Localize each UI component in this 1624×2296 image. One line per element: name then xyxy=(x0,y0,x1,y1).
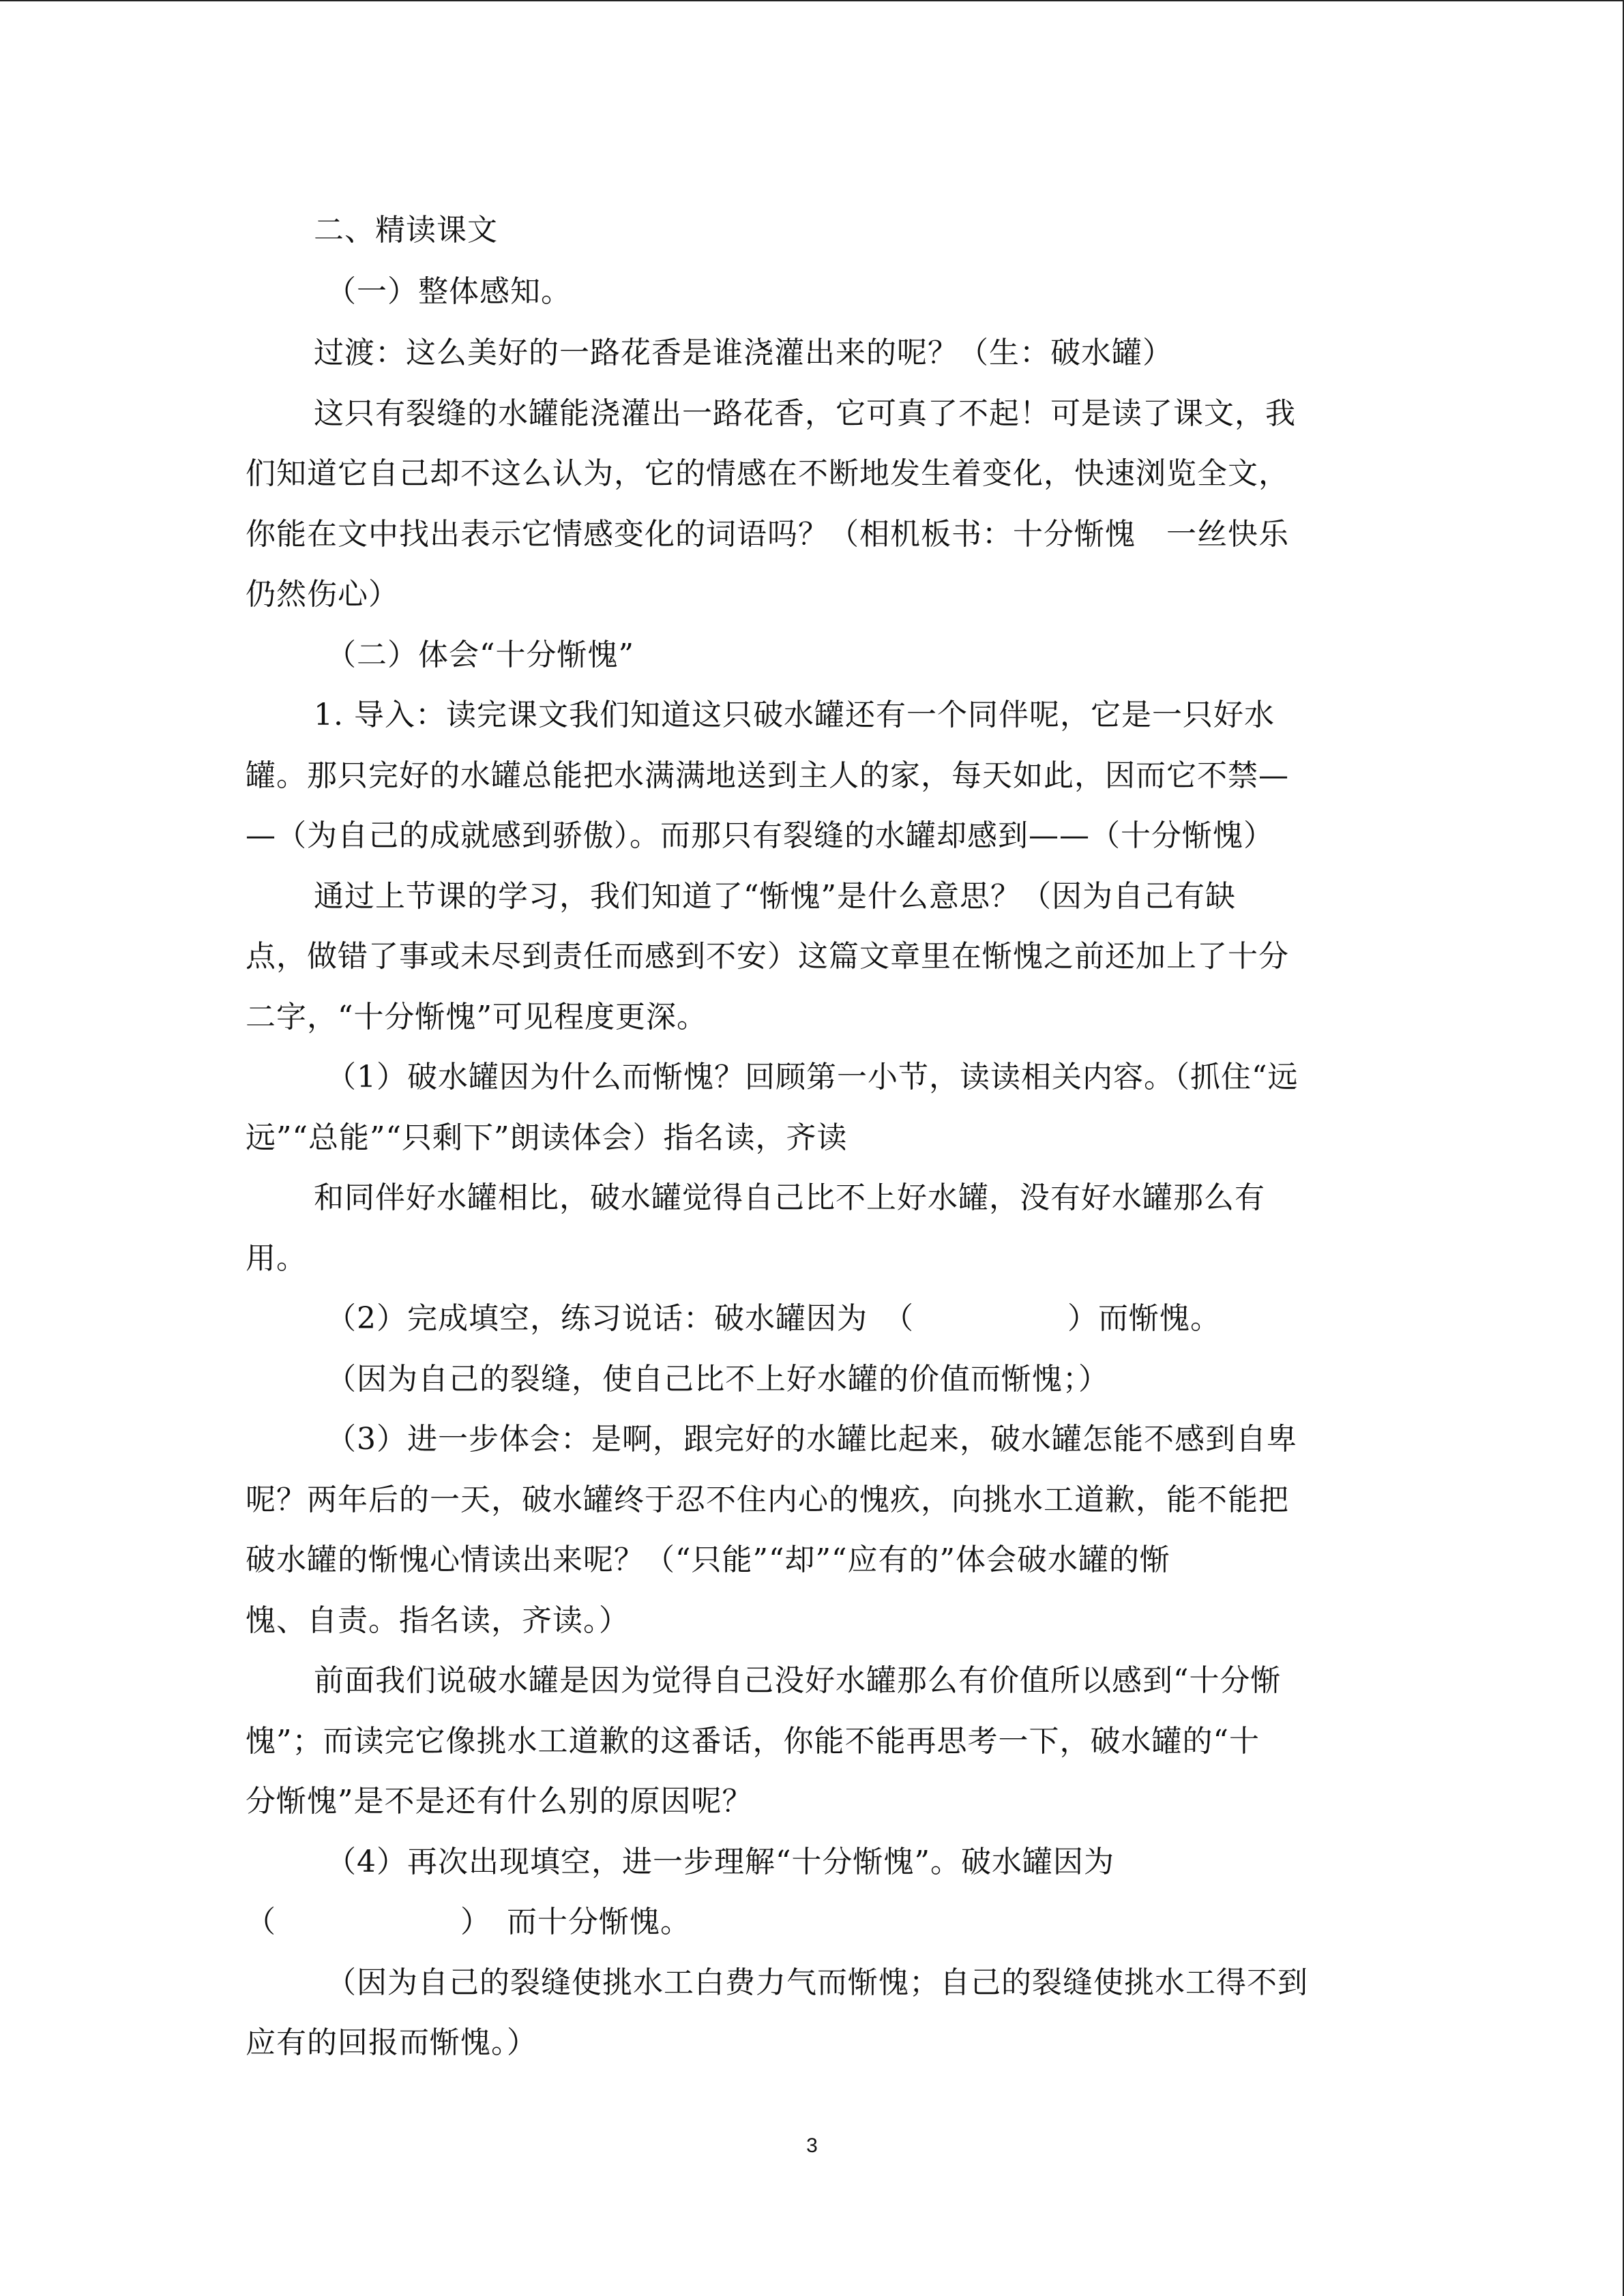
paragraph-line: 愧”；而读完它像挑水工道歉的这番话，你能不能再思考一下，破水罐的“十 xyxy=(246,1724,1260,1759)
paragraph-line: 愧、自责。指名读，齐读。） xyxy=(246,1603,630,1638)
paragraph-line: （1）破水罐因为什么而惭愧？回顾第一小节，读读相关内容。（抓住“远 xyxy=(326,1060,1299,1094)
paragraph-line: 罐。那只完好的水罐总能把水满满地送到主人的家，每天如此，因而它不禁— xyxy=(246,758,1289,793)
paragraph-line: 二字，“十分惭愧”可见程度更深。 xyxy=(246,1000,707,1034)
paragraph-line: 前面我们说破水罐是因为觉得自己没好水罐那么有价值所以感到“十分惭 xyxy=(314,1663,1282,1698)
paragraph-line: （3）进一步体会：是啊，跟完好的水罐比起来，破水罐怎能不感到自卑 xyxy=(326,1422,1297,1457)
page-number: 3 xyxy=(806,2134,818,2157)
paragraph-line: 你能在文中找出表示它情感变化的词语吗？（相机板书：十分惭愧 一丝快乐 xyxy=(246,517,1289,552)
paragraph-line: 破水罐的惭愧心情读出来呢？（“只能”“却”“应有的”体会破水罐的惭 xyxy=(246,1542,1170,1577)
subsection-heading: （一）整体感知。 xyxy=(326,274,572,309)
paragraph-line: 分惭愧”是不是还有什么别的原因呢？ xyxy=(246,1784,753,1819)
paragraph-line: 仍然伤心） xyxy=(246,577,399,612)
paragraph-line: 通过上节课的学习，我们知道了“惭愧”是什么意思？（因为自己有缺 xyxy=(314,879,1236,914)
paragraph-line: 1. 导入：读完课文我们知道这只破水罐还有一个同伴呢，它是一只好水 xyxy=(314,698,1275,732)
paragraph-line: —（为自己的成就感到骄傲）。而那只有裂缝的水罐却感到——（十分惭愧） xyxy=(246,818,1274,853)
paragraph-line: （4）再次出现填空，进一步理解“十分惭愧”。破水罐因为 xyxy=(326,1845,1114,1879)
paragraph-line: 用。 xyxy=(246,1241,307,1276)
paragraph-line: 和同伴好水罐相比，破水罐觉得自己比不上好水罐，没有好水罐那么有 xyxy=(314,1180,1265,1215)
fill-in-blank-line: （2）完成填空，练习说话：破水罐因为 （ ）而惭愧。 xyxy=(326,1301,1221,1336)
subsection-heading: （二）体会“十分惭愧” xyxy=(326,638,634,672)
paragraph-line: 点，做错了事或未尽到责任而感到不安）这篇文章里在惭愧之前还加上了十分 xyxy=(246,939,1289,974)
fill-in-blank-line: （ ） 而十分惭愧。 xyxy=(246,1905,691,1939)
paragraph-line: 过渡：这么美好的一路花香是谁浇灌出来的呢？（生：破水罐） xyxy=(314,336,1173,370)
paragraph-line: 们知道它自己却不这么认为，它的情感在不断地发生着变化，快速浏览全文， xyxy=(246,456,1289,491)
paragraph-line: 这只有裂缝的水罐能浇灌出一路花香，它可真了不起！可是读了课文，我 xyxy=(314,396,1296,431)
section-heading: 二、精读课文 xyxy=(314,213,498,248)
paragraph-line: （因为自己的裂缝使挑水工白费力气而惭愧；自己的裂缝使挑水工得不到 xyxy=(326,1965,1308,2000)
paragraph-line: 呢？两年后的一天，破水罐终于忍不住内心的愧疚，向挑水工道歉，能不能把 xyxy=(246,1482,1289,1517)
paragraph-line: （因为自己的裂缝，使自己比不上好水罐的价值而惭愧；） xyxy=(326,1362,1109,1397)
paragraph-line: 远”“总能”“只剩下”朗读体会）指名读，齐读 xyxy=(246,1120,848,1155)
paragraph-line: 应有的回报而惭愧。） xyxy=(246,2025,537,2060)
